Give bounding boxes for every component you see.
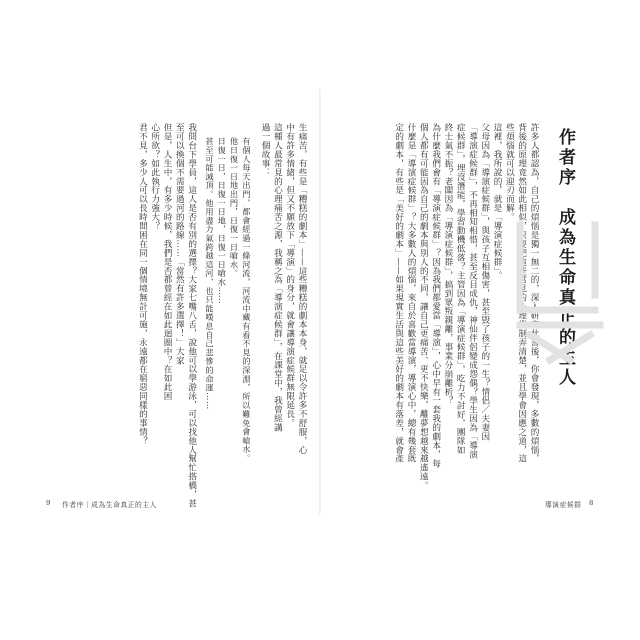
paragraph: 我問台下學員，這人是否有別的選擇？大家七嘴八舌，說他可以學游泳，可以找他人幫忙搭橋，甚 [186, 123, 197, 508]
paragraph: 「導演症候群」，不再相知相惜，甚至反目成仇，神仙伴侶變成怨偶？學生因為「導演 [467, 123, 478, 459]
paragraph: 中有許多情緒，但又不願放下「導演」的身分，就會讓導演症候群無限延長。 [284, 123, 295, 428]
paragraph: 個人都有可能因為自己的劇本與別人的不同，讓自己更痛苦、更不快樂，離夢想越來越遙遠。 [418, 123, 429, 490]
paragraph: 至可以換個不需要過河的路線……「當然有許多選擇！」大家 [174, 123, 185, 365]
paragraph: 定的劇本，有些是「美好的劇本」——如果現實生活與這些美好的劇本有落差，就會產 [393, 123, 404, 464]
page-gutter [319, 89, 321, 514]
chapter-title: 作者序 成為生命真正的主人 [555, 128, 575, 388]
paragraph: 什麼是「導演症候群」？大多數人的煩惱，來自於喜歡當導演，導演心中，總有幾套既 [406, 123, 417, 464]
paragraph: 這種人最常見的心理痛苦之源，我稱之為「導演症候群」，在課堂中，我曾經講 [272, 123, 283, 432]
paragraph: 君不見，多少人可以長時間困在同一個情境無計可施，永遠都在窮惡同樣的事情？ [137, 123, 148, 446]
quote-line: 他日復一日地出門，日復一日嗆水。 [229, 137, 240, 278]
paragraph: 些煩惱就可以迎刃而解。 [504, 123, 515, 222]
running-footer-right: 導演症候群 [545, 501, 582, 509]
paragraph: 終士氣不振？老闆因為「導演症候群」，搞到眾叛親離，事業分崩離析？ [442, 123, 453, 406]
paragraph: 許多人都認為，自己的煩惱是獨一無二的，深入研究此書後，你會發現，多數的煩惱， [529, 123, 539, 464]
paragraph: 生痛苦，有些是「糟糕的劇本」——這些糟糕的劇本本身，就足以令許多不舒服，心 [297, 123, 307, 455]
paragraph: 過一個故事： [260, 123, 271, 177]
page-number-right: 8 [589, 499, 594, 507]
paragraph: 背後的原理竟然如此相似，只要把這些常見的心理機制弄清楚，並且學會因應之道，這 [516, 123, 527, 464]
paragraph: 症候群」，埋沒潛能，學習動機低落？主管因為「導演症候群」，吃力不討好，團隊如 [455, 123, 466, 455]
paragraph: 心所欲？如此執行力強大？ [149, 123, 160, 231]
paragraph: 父母因為「導演症候群」，與孩子互相傷害，甚至毀了孩子的一生？情侶／夫妻因 [479, 123, 490, 441]
paragraph: 為什麼我們會有「導演症候群」？因為我們都愛當「導演」，心中早有一套我的劇本，每 [430, 123, 441, 468]
quote-line: 有個人每天出門，都會經過一條河流，河流中藏有看不見的深淵，所以難免會嗆水。 [241, 137, 252, 463]
paragraph: 這裡，我所說的，就是「導演症候群」。 [492, 123, 503, 280]
paragraph: 但是，人生中，有多少時候，我們是否都曾經在如此迴圈中？在如此困 [162, 123, 173, 401]
running-footer-left: 作者序｜成為生命真正的主人 [62, 501, 157, 509]
quote-line: 甚至可能滅頂。他用盡力氣跨越這河，也只能嘆息自己悲慘的命運…… [204, 137, 215, 410]
quote-line: 日復一日，日復一日地，日復一日嗆水…… [217, 137, 228, 305]
page-number-left: 9 [46, 499, 51, 507]
decorative-watermark-graphic [500, 215, 610, 365]
